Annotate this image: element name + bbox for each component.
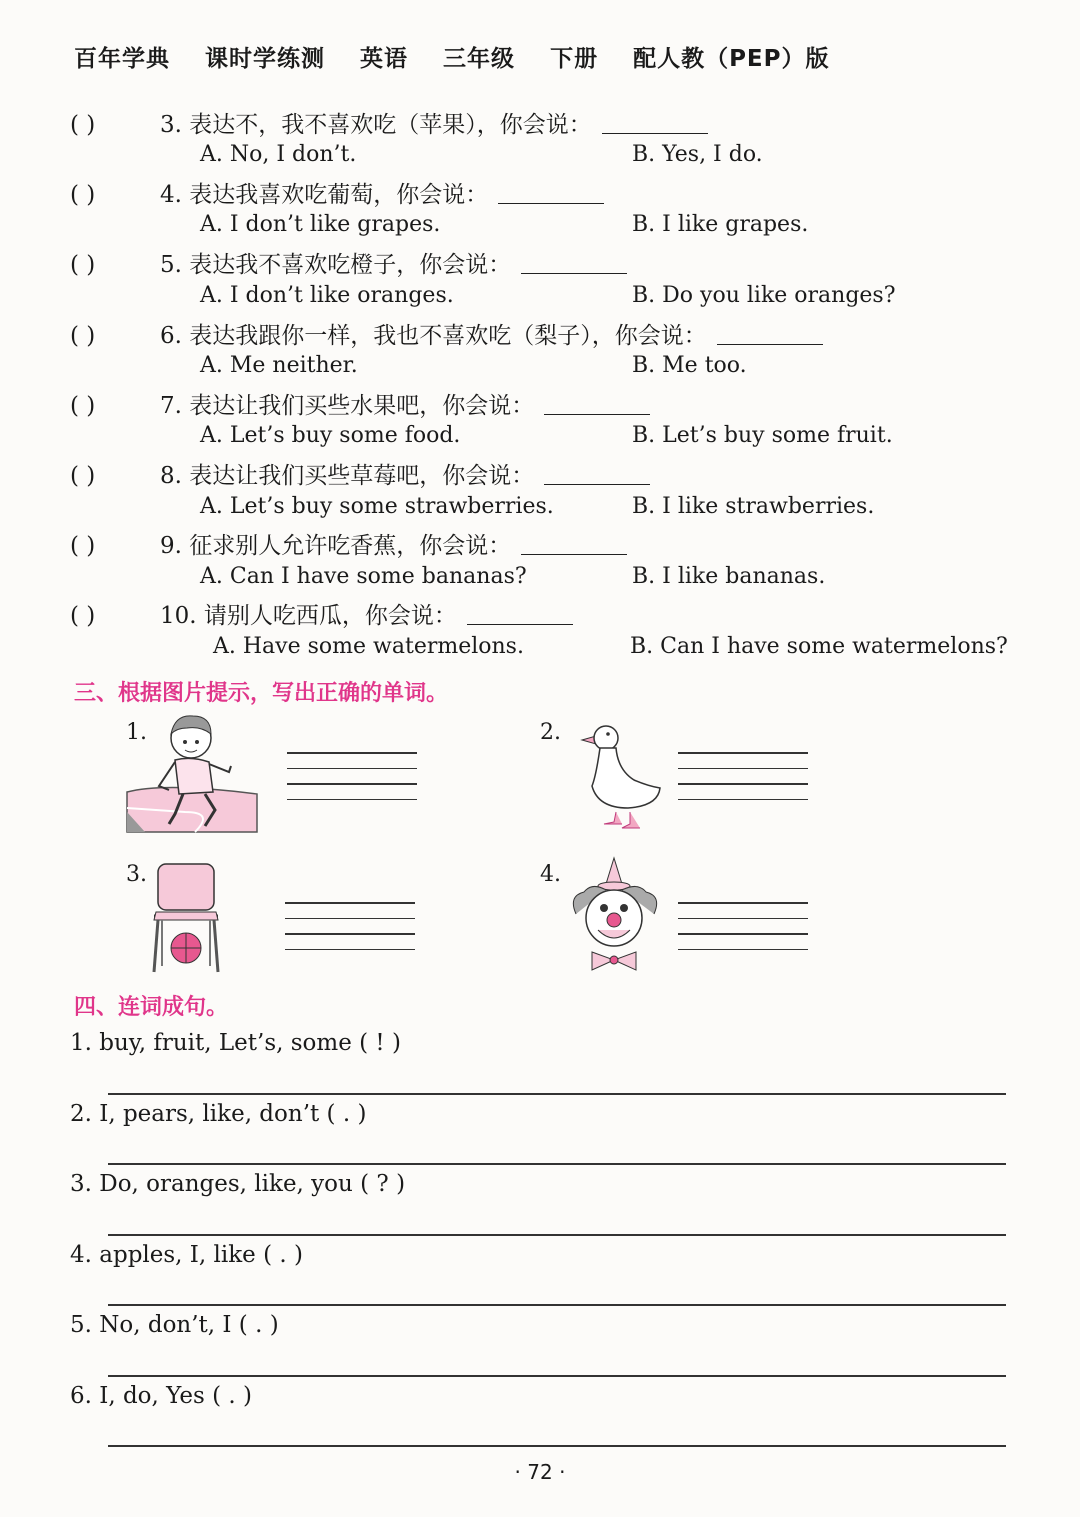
question-number: 10. — [160, 603, 197, 629]
question-number: 9. — [160, 533, 182, 559]
answer-blank[interactable] — [602, 133, 708, 134]
answer-blank[interactable] — [498, 203, 604, 204]
writing-lines[interactable] — [287, 752, 417, 814]
question-8 — [70, 457, 650, 490]
option-b: B. Yes, I do. — [632, 142, 763, 167]
chair-ball-icon — [150, 862, 222, 974]
section-title-pictures: 三、根据图片提示，写出正确的单词。 — [74, 681, 449, 706]
answer-blank[interactable] — [467, 624, 573, 625]
option-a: A. I don’t like grapes. — [200, 212, 441, 237]
picture-number: 1. — [126, 720, 147, 745]
writing-lines[interactable] — [678, 752, 808, 814]
answer-paren[interactable]: ( ) — [70, 393, 96, 419]
answer-line[interactable] — [108, 1163, 1006, 1165]
question-text: 表达我喜欢吃葡萄，你会说： — [189, 182, 489, 208]
question-text: 征求别人允许吃香蕉，你会说： — [189, 533, 512, 559]
answer-paren[interactable]: ( ) — [70, 603, 96, 629]
question-text: 表达让我们买些草莓吧，你会说： — [189, 463, 535, 489]
sentence-prompt: 4. apples, I, like ( . ) — [70, 1242, 303, 1268]
answer-blank[interactable] — [717, 344, 823, 345]
picture-number: 4. — [540, 862, 561, 887]
answer-paren[interactable]: ( ) — [70, 463, 96, 489]
header-series: 课时学练测 — [205, 46, 326, 72]
option-a: A. Let’s buy some food. — [200, 423, 461, 448]
picture-number: 2. — [540, 720, 561, 745]
answer-blank[interactable] — [544, 414, 650, 415]
answer-line[interactable] — [108, 1445, 1006, 1447]
section-title-sentences: 四、连词成句。 — [74, 995, 229, 1020]
header-grade: 三年级 — [443, 46, 516, 72]
option-b: B. Can I have some watermelons? — [630, 634, 1008, 659]
question-7 — [70, 387, 650, 420]
question-text: 表达我跟你一样，我也不喜欢吃（梨子），你会说： — [189, 323, 707, 349]
option-b: B. I like strawberries. — [632, 494, 875, 519]
question-4 — [70, 176, 604, 209]
answer-blank[interactable] — [521, 273, 627, 274]
sentence-prompt: 5. No, don’t, I ( . ) — [70, 1312, 279, 1338]
option-b: B. Let’s buy some fruit. — [632, 423, 893, 448]
option-b: B. I like bananas. — [632, 564, 826, 589]
clown-icon — [566, 856, 664, 974]
option-a: A. Let’s buy some strawberries. — [200, 494, 554, 519]
answer-paren[interactable]: ( ) — [70, 182, 96, 208]
boy-running-icon — [125, 712, 261, 836]
answer-line[interactable] — [108, 1093, 1006, 1095]
question-text: 表达让我们买些水果吧，你会说： — [189, 393, 535, 419]
header-volume: 下册 — [550, 46, 599, 72]
answer-line[interactable] — [108, 1234, 1006, 1236]
question-number: 7. — [160, 393, 182, 419]
option-b: B. I like grapes. — [632, 212, 809, 237]
question-text: 表达我不喜欢吃橙子，你会说： — [189, 252, 512, 278]
writing-lines[interactable] — [285, 902, 415, 964]
question-number: 5. — [160, 252, 182, 278]
answer-line[interactable] — [108, 1304, 1006, 1306]
question-number: 8. — [160, 463, 182, 489]
option-b: B. Me too. — [632, 353, 747, 378]
answer-paren[interactable]: ( ) — [70, 533, 96, 559]
question-text: 表达不，我不喜欢吃（苹果），你会说： — [189, 112, 592, 138]
option-a: A. No, I don’t. — [200, 142, 357, 167]
question-5 — [70, 246, 627, 279]
answer-paren[interactable]: ( ) — [70, 252, 96, 278]
option-a: A. I don’t like oranges. — [200, 283, 454, 308]
sentence-prompt: 3. Do, oranges, like, you ( ? ) — [70, 1171, 406, 1197]
writing-lines[interactable] — [678, 902, 808, 964]
header-edition: 配人教（PEP）版 — [633, 46, 830, 72]
question-9 — [70, 527, 627, 560]
option-a: A. Me neither. — [200, 353, 358, 378]
picture-number: 3. — [126, 862, 147, 887]
answer-blank[interactable] — [521, 554, 627, 555]
question-number: 4. — [160, 182, 182, 208]
option-b: B. Do you like oranges? — [632, 283, 896, 308]
answer-paren[interactable]: ( ) — [70, 112, 96, 138]
sentence-prompt: 2. I, pears, like, don’t ( . ) — [70, 1101, 367, 1127]
answer-blank[interactable] — [544, 484, 650, 485]
header-subject: 英语 — [360, 46, 409, 72]
header-book: 百年学典 — [74, 46, 170, 72]
option-a: A. Can I have some bananas? — [200, 564, 527, 589]
question-10 — [70, 597, 573, 630]
answer-line[interactable] — [108, 1375, 1006, 1377]
question-number: 6. — [160, 323, 182, 349]
duck-icon — [578, 716, 664, 830]
question-text: 请别人吃西瓜，你会说： — [203, 603, 457, 629]
question-3 — [70, 106, 708, 139]
page-number: · 72 · — [514, 1460, 566, 1484]
question-6 — [70, 317, 823, 350]
answer-paren[interactable]: ( ) — [70, 323, 96, 349]
page-header — [74, 40, 856, 73]
question-number: 3. — [160, 112, 182, 138]
sentence-prompt: 1. buy, fruit, Let’s, some ( ! ) — [70, 1030, 401, 1056]
sentence-prompt: 6. I, do, Yes ( . ) — [70, 1383, 252, 1409]
option-a: A. Have some watermelons. — [213, 634, 524, 659]
